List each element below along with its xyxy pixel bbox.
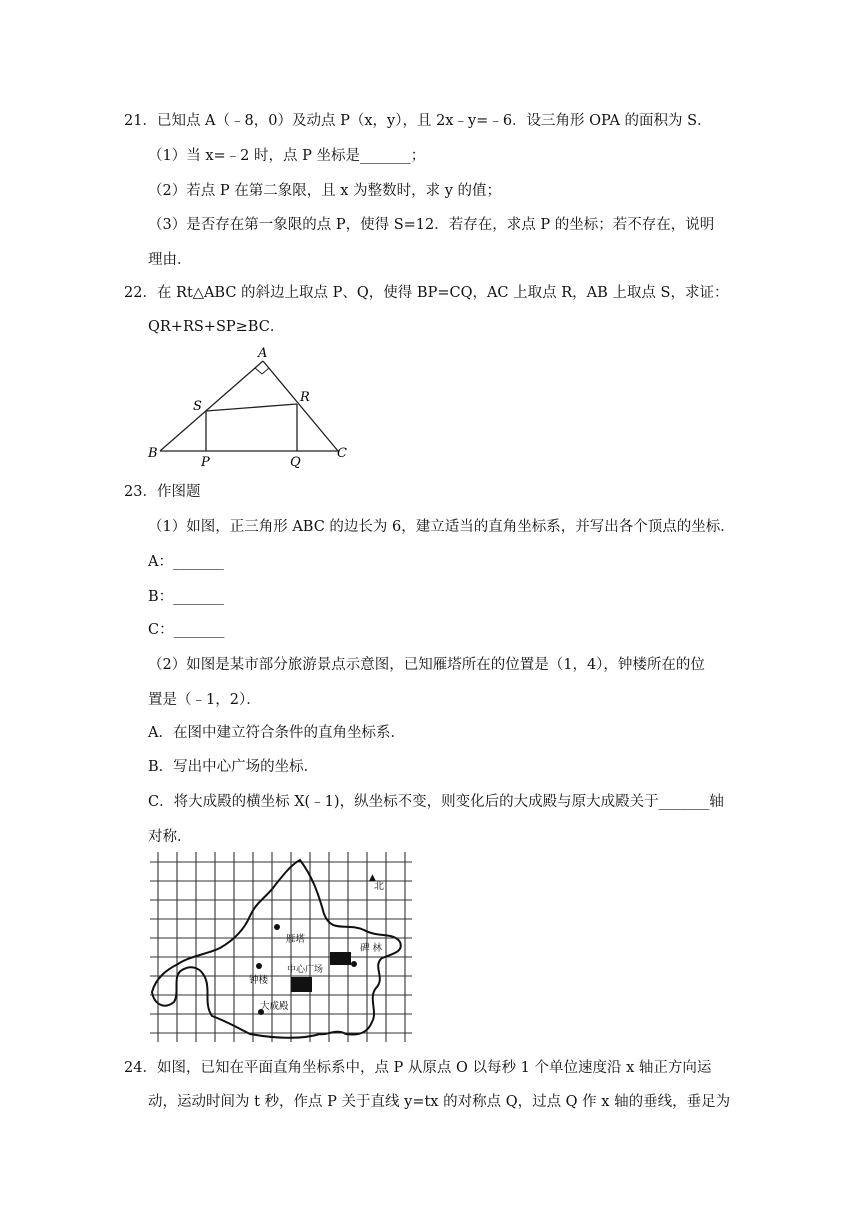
label-q: Q [290,455,301,470]
zhonglou-marker [256,963,262,969]
tourist-map-figure [150,852,412,1046]
q23-answer-a: A：_______ [148,554,224,570]
center-square-marker [291,977,312,992]
q23-part1: （1）如图，正三角形 ABC 的边长为 6，建立适当的直角坐标系，并写出各个顶点的坐标． [148,519,735,535]
q23-task-a: A．在图中建立符合条件的直角坐标系． [148,725,405,741]
label-r: R [300,390,310,405]
beilin-dot [351,961,357,967]
q21-part2: （2）若点 P 在第二象限，且 x 为整数时，求 y 的值； [148,183,502,199]
q23-task-b: B．写出中心广场的坐标． [148,759,319,775]
q24-line1: 24．如图，已知在平面直角坐标系中，点 P 从原点 O 以每秒 1 个单位速度沿 x 轴正方向运 [124,1060,712,1076]
label-p: P [201,455,210,470]
zhonglou-label: 钟楼 [249,975,269,986]
q23-answer-b: B：_______ [148,589,224,605]
q21-stem: 21．已知点 A（﹣8，0）及动点 P（x，y），且 2x﹣y=﹣6．设三角形 OPA 的面积为 S． [124,113,712,129]
north-arrow-icon: ▲ [369,873,376,883]
yanta-label: 雁塔 [286,934,306,945]
label-b: B [148,446,158,461]
q23-answer-c: C：_______ [148,622,225,638]
label-c: C [337,446,347,461]
q21-part3-line1: （3）是否存在第一象限的点 P，使得 S=12．若存在，求点 P 的坐标；若不存在，说明 [148,217,715,233]
q23-title: 23．作图题 [124,484,201,500]
dachengdian-label: 大成殿 [260,1001,289,1012]
q23-task-c-line1: C．将大成殿的横坐标 X(﹣1)，纵坐标不变，则变化后的大成殿与原大成殿关于_______轴 [148,794,724,810]
label-s: S [193,399,202,414]
q23-task-c-line2: 对称． [148,829,192,845]
q23-part2-line1: （2）如图是某市部分旅游景点示意图，已知雁塔所在的位置是（1，4），钟楼所在的位 [148,657,705,673]
q21-part3-line2: 理由． [148,252,192,268]
yanta-marker [274,924,280,930]
q22-stem-line2: QR+RS+SP≥BC． [148,319,285,335]
q24-line2: 动，运动时间为 t 秒，作点 P 关于直线 y=tx 的对称点 Q，过点 Q 作 x 轴的垂线，垂足为 [148,1094,731,1110]
triangle-figure [146,345,356,474]
q21-part1: （1）当 x=﹣2 时，点 P 坐标是_______； [148,148,426,164]
label-a: A [258,346,268,361]
beilin-label: 碑 林 [360,943,383,954]
center-square-label: 中心广场 [287,965,324,975]
q23-part2-line2: 置是（﹣1，2）． [148,692,261,708]
north-label: 北 [374,881,384,892]
q22-stem: 22．在 Rt△ABC 的斜边上取点 P、Q，使得 BP=CQ，AC 上取点 R，AB 上取点 S，求证： [124,285,729,301]
beilin-marker [330,952,351,965]
